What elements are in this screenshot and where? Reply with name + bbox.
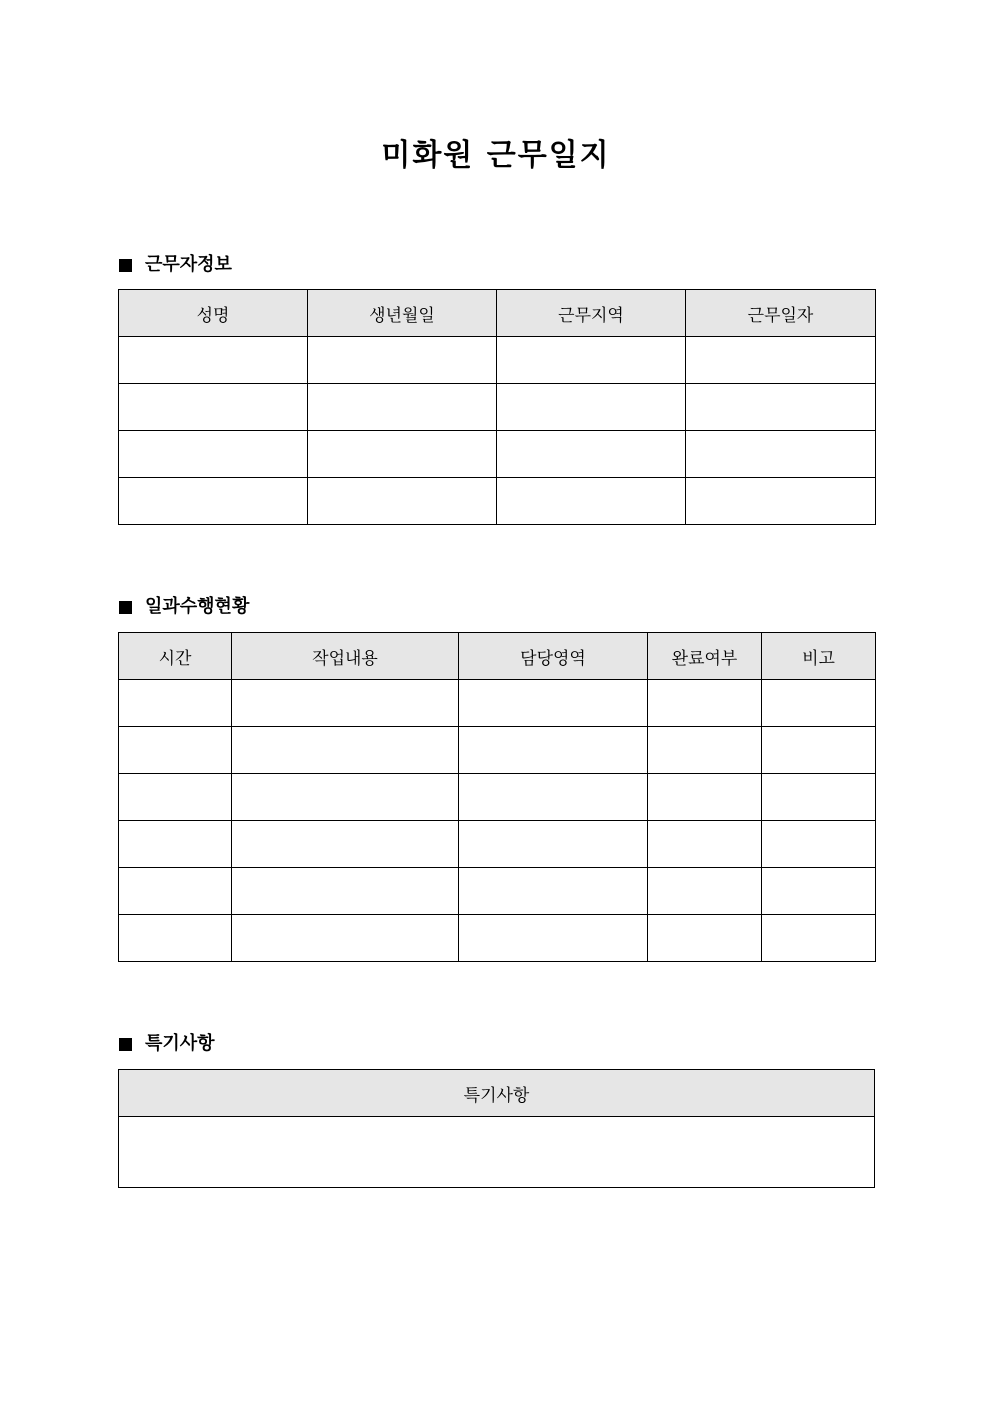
table-row bbox=[119, 821, 876, 868]
table-cell[interactable] bbox=[497, 384, 686, 431]
table-row bbox=[119, 478, 876, 525]
table-cell[interactable] bbox=[459, 727, 648, 774]
table-cell[interactable] bbox=[648, 680, 762, 727]
table-cell[interactable] bbox=[232, 680, 459, 727]
worker-info-table bbox=[118, 289, 876, 525]
section-heading-label: 일과수행현황 bbox=[145, 596, 250, 617]
table-cell[interactable] bbox=[762, 821, 876, 868]
table-cell[interactable] bbox=[459, 915, 648, 962]
table-cell[interactable] bbox=[308, 384, 497, 431]
table-cell[interactable] bbox=[497, 431, 686, 478]
table-cell[interactable] bbox=[119, 868, 232, 915]
table-cell[interactable] bbox=[459, 868, 648, 915]
table-cell[interactable] bbox=[232, 821, 459, 868]
table-cell[interactable] bbox=[232, 915, 459, 962]
table-cell[interactable] bbox=[119, 384, 308, 431]
table-cell[interactable] bbox=[762, 868, 876, 915]
table-row bbox=[119, 1117, 875, 1188]
table-cell[interactable] bbox=[308, 431, 497, 478]
section-heading-label: 특기사항 bbox=[145, 1033, 215, 1054]
table-cell[interactable] bbox=[648, 774, 762, 821]
section-heading-label: 근무자정보 bbox=[145, 254, 232, 275]
table-cell[interactable] bbox=[459, 774, 648, 821]
page-title: 미화원 근무일지 bbox=[381, 138, 611, 173]
column-header-task: 작업내용 bbox=[232, 633, 459, 680]
table-row bbox=[119, 431, 876, 478]
table-row bbox=[119, 915, 876, 962]
table-row bbox=[119, 868, 876, 915]
section-heading-task-status bbox=[119, 595, 249, 619]
table-cell[interactable] bbox=[308, 337, 497, 384]
column-header-birthdate: 생년월일 bbox=[308, 290, 497, 337]
square-bullet-icon bbox=[119, 601, 132, 614]
column-header-work-date: 근무일자 bbox=[686, 290, 876, 337]
table-cell[interactable] bbox=[459, 821, 648, 868]
table-cell[interactable] bbox=[686, 384, 876, 431]
column-header-name: 성명 bbox=[119, 290, 308, 337]
table-cell[interactable] bbox=[497, 478, 686, 525]
table-header-row bbox=[119, 633, 876, 680]
column-header-work-area: 근무지역 bbox=[497, 290, 686, 337]
table-cell[interactable] bbox=[119, 821, 232, 868]
table-cell[interactable] bbox=[648, 915, 762, 962]
table-cell[interactable] bbox=[232, 774, 459, 821]
square-bullet-icon bbox=[119, 259, 132, 272]
column-header-remarks: 비고 bbox=[762, 633, 876, 680]
table-cell[interactable] bbox=[232, 868, 459, 915]
column-header-area: 담당영역 bbox=[459, 633, 648, 680]
special-notes-field[interactable] bbox=[119, 1117, 875, 1188]
table-cell[interactable] bbox=[119, 774, 232, 821]
table-cell[interactable] bbox=[119, 431, 308, 478]
special-notes-table bbox=[118, 1069, 875, 1188]
column-header-completion: 완료여부 bbox=[648, 633, 762, 680]
table-cell[interactable] bbox=[119, 727, 232, 774]
table-cell[interactable] bbox=[119, 337, 308, 384]
table-cell[interactable] bbox=[648, 821, 762, 868]
column-header-special-notes: 특기사항 bbox=[119, 1070, 875, 1117]
table-cell[interactable] bbox=[119, 680, 232, 727]
section-heading-worker-info bbox=[119, 253, 232, 277]
task-status-table bbox=[118, 632, 876, 962]
table-row bbox=[119, 680, 876, 727]
table-cell[interactable] bbox=[762, 774, 876, 821]
table-cell[interactable] bbox=[686, 337, 876, 384]
table-header-row bbox=[119, 290, 876, 337]
section-heading-special-notes bbox=[119, 1032, 215, 1056]
table-cell[interactable] bbox=[119, 478, 308, 525]
column-header-time: 시간 bbox=[119, 633, 232, 680]
table-cell[interactable] bbox=[686, 478, 876, 525]
table-cell[interactable] bbox=[459, 680, 648, 727]
table-cell[interactable] bbox=[648, 727, 762, 774]
table-cell[interactable] bbox=[762, 915, 876, 962]
table-cell[interactable] bbox=[232, 727, 459, 774]
table-cell[interactable] bbox=[119, 915, 232, 962]
table-cell[interactable] bbox=[497, 337, 686, 384]
table-cell[interactable] bbox=[762, 727, 876, 774]
table-row bbox=[119, 727, 876, 774]
table-cell[interactable] bbox=[648, 868, 762, 915]
table-row bbox=[119, 384, 876, 431]
table-cell[interactable] bbox=[686, 431, 876, 478]
table-header-row bbox=[119, 1070, 875, 1117]
table-cell[interactable] bbox=[308, 478, 497, 525]
table-row bbox=[119, 337, 876, 384]
table-row bbox=[119, 774, 876, 821]
square-bullet-icon bbox=[119, 1038, 132, 1051]
table-cell[interactable] bbox=[762, 680, 876, 727]
